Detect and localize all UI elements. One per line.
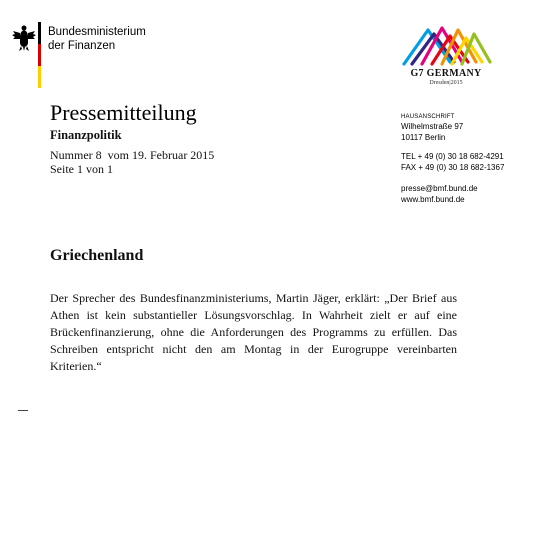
federal-eagle-icon xyxy=(12,24,36,52)
website-link[interactable]: www.bmf.bund.de xyxy=(401,195,465,204)
german-flag-stripe xyxy=(38,22,41,88)
number-line: Nummer 8 vom 19. Februar 2015 xyxy=(50,148,215,162)
address-label: HAUSANSCHRIFT xyxy=(401,114,455,120)
g7-logo-icon xyxy=(398,22,494,66)
email-link[interactable]: presse@bmf.bund.de xyxy=(401,184,478,193)
document-category: Finanzpolitik xyxy=(50,128,122,142)
address-street: Wilhelmstraße 97 xyxy=(401,122,464,131)
g7-title: G7 GERMANY xyxy=(410,68,482,79)
footer-divider xyxy=(18,410,28,411)
phone-number: TEL + 49 (0) 30 18 682-4291 xyxy=(401,152,504,161)
document-title: Pressemitteilung xyxy=(50,100,197,125)
ministry-name-line1: Bundesministerium xyxy=(48,26,146,38)
address-city: 10117 Berlin xyxy=(401,133,446,142)
ministry-name xyxy=(48,25,146,53)
document-meta xyxy=(50,148,214,176)
page-line: Seite 1 von 1 xyxy=(50,162,113,176)
article-body: Der Sprecher des Bundesfinanzministeriums, Martin Jäger, erklärt: „Der Brief aus Athen ist kein substantieller Lösungsvorschlag. In Wahrheit zielt er auf eine Brückenfinanzierung, ohne die Anforderungen des Programms zu erfüllen. Das Schreiben entspricht nicht den am Montag in der Eurogruppe vereinbarten Kriterien.“ xyxy=(50,291,457,373)
ministry-name-line2: der Finanzen xyxy=(48,40,116,52)
article-heading: Griechenland xyxy=(50,247,144,264)
fax-number: FAX + 49 (0) 30 18 682-1367 xyxy=(401,163,505,172)
g7-subtitle: Dresden|2015 xyxy=(429,80,463,86)
